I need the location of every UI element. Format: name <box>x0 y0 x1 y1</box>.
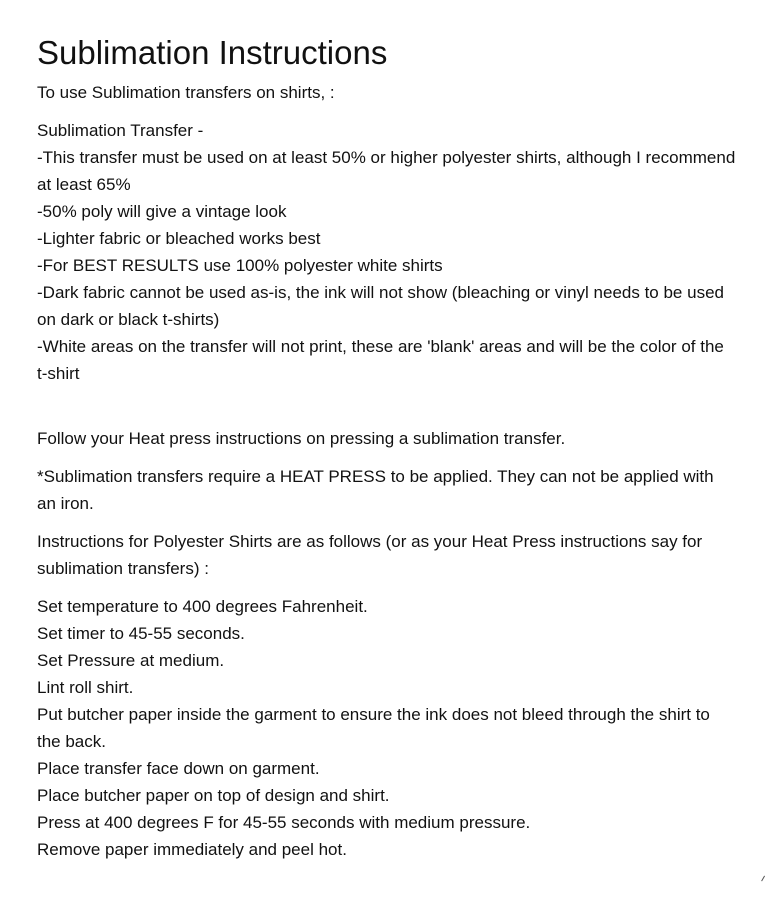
transfer-line: -50% poly will give a vintage look <box>37 202 287 221</box>
intro-text: To use Sublimation transfers on shirts, : <box>37 83 335 102</box>
follow-instructions-text: Follow your Heat press instructions on pressing a sublimation transfer. <box>37 429 566 448</box>
transfer-section <box>37 117 737 387</box>
step-item: Set timer to 45-55 seconds. <box>37 624 245 643</box>
step-item: Press at 400 degrees F for 45-55 seconds with medium pressure. <box>37 813 531 832</box>
heat-press-note: *Sublimation transfers require a HEAT PRESS to be applied. They can not be applied with an iron. <box>37 467 714 513</box>
document-page <box>37 30 737 863</box>
transfer-line: -This transfer must be used on at least 50% or higher polyester shirts, although I recommend at least 65% <box>37 148 736 194</box>
step-item: Lint roll shirt. <box>37 678 134 697</box>
step-item: Set temperature to 400 degrees Fahrenheit. <box>37 597 368 616</box>
transfer-line: -For BEST RESULTS use 100% polyester white shirts <box>37 256 443 275</box>
step-item: Set Pressure at medium. <box>37 651 225 670</box>
step-item: Place butcher paper on top of design and shirt. <box>37 786 390 805</box>
step-item: Put butcher paper inside the garment to ensure the ink does not bleed through the shirt to the back. <box>37 705 710 751</box>
resize-corner-mark <box>756 873 765 882</box>
polyester-instructions-intro: Instructions for Polyester Shirts are as follows (or as your Heat Press instructions say for sublimation transfers) : <box>37 532 703 578</box>
transfer-heading: Sublimation Transfer - <box>37 121 204 140</box>
transfer-line: -Dark fabric cannot be used as-is, the ink will not show (bleaching or vinyl needs to be used on dark or black t-shirts) <box>37 283 724 329</box>
page-title: Sublimation Instructions <box>37 34 388 71</box>
transfer-line: -White areas on the transfer will not print, these are 'blank' areas and will be the color of the t-shirt <box>37 337 724 383</box>
steps-list <box>37 593 737 863</box>
step-item: Remove paper immediately and peel hot. <box>37 840 347 859</box>
step-item: Place transfer face down on garment. <box>37 759 320 778</box>
transfer-line: -Lighter fabric or bleached works best <box>37 229 321 248</box>
